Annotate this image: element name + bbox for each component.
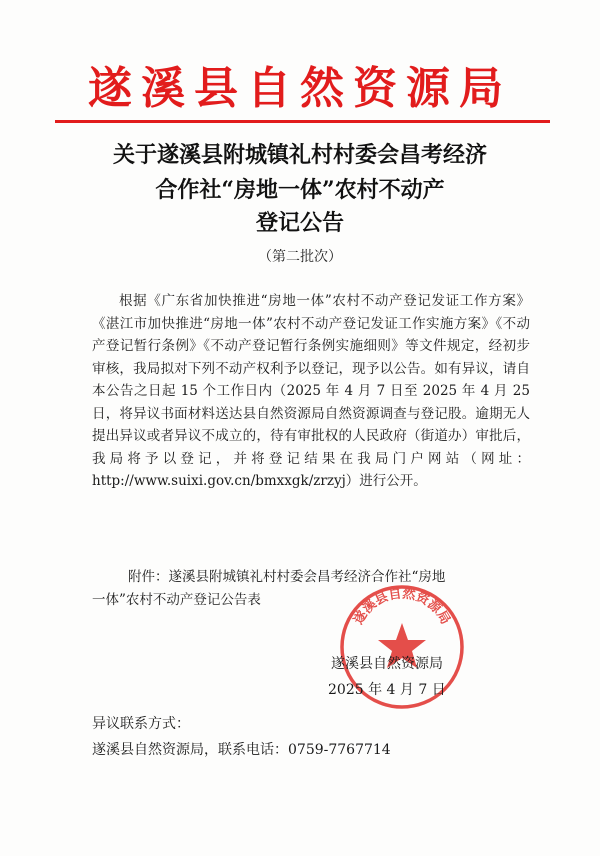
signature-date: 2025 年 4 月 7 日: [328, 682, 446, 698]
attachment-line-2: 一体”农村不动产登记公告表: [92, 591, 261, 608]
attachment-line-1: 附件：遂溪县附城镇礼村村委会昌考经济合作社“房地: [128, 569, 446, 585]
notice-body-paragraph: 根据《广东省加快推进“房地一体”农村不动产登记发证工作方案》《湛江市加快推进“房地一体”农村不动产登记发证工作实施方案》《不动产登记暂行条例》《不动产登记暂行条例实施细则》等文件规定，经初步审核，我局拟对下列不动产权利予以登记，现予以公告。如有异议，请自本公告之日起 15 个工作日内（2025 年 4 月 7 日至 2025 年 4 月 25 日，将异议书面材料送达县自然资源局自然资源调查与登记股。逾期无人提出异议或者异议不成立的，待有审批权的人民政府（街道办）审批后，我局将予以登记，并将登记结果在我局门户网站（网址：http://www.suixi.gov.cn/bmxxgk/zrzyj）进行公开。: [92, 293, 530, 489]
notice-title-line-2: 合作社“房地一体”农村不动产: [155, 177, 445, 203]
seal-arc-text: 遂溪县自然资源局: [351, 586, 453, 628]
contact-label: 异议联系方式：: [92, 716, 190, 732]
contact-info: 遂溪县自然资源局，联系电话：0759-7767714: [92, 742, 391, 758]
signature-org: 遂溪县自然资源局: [331, 656, 443, 672]
batch-label: （第二批次）: [258, 249, 342, 265]
header-red-rule: [55, 120, 550, 123]
notice-title-line-3: 登记公告: [255, 210, 344, 236]
org-header-title: 遂溪县自然资源局: [88, 63, 512, 114]
notice-title-line-1: 关于遂溪县附城镇礼村村委会昌考经济: [112, 142, 487, 168]
